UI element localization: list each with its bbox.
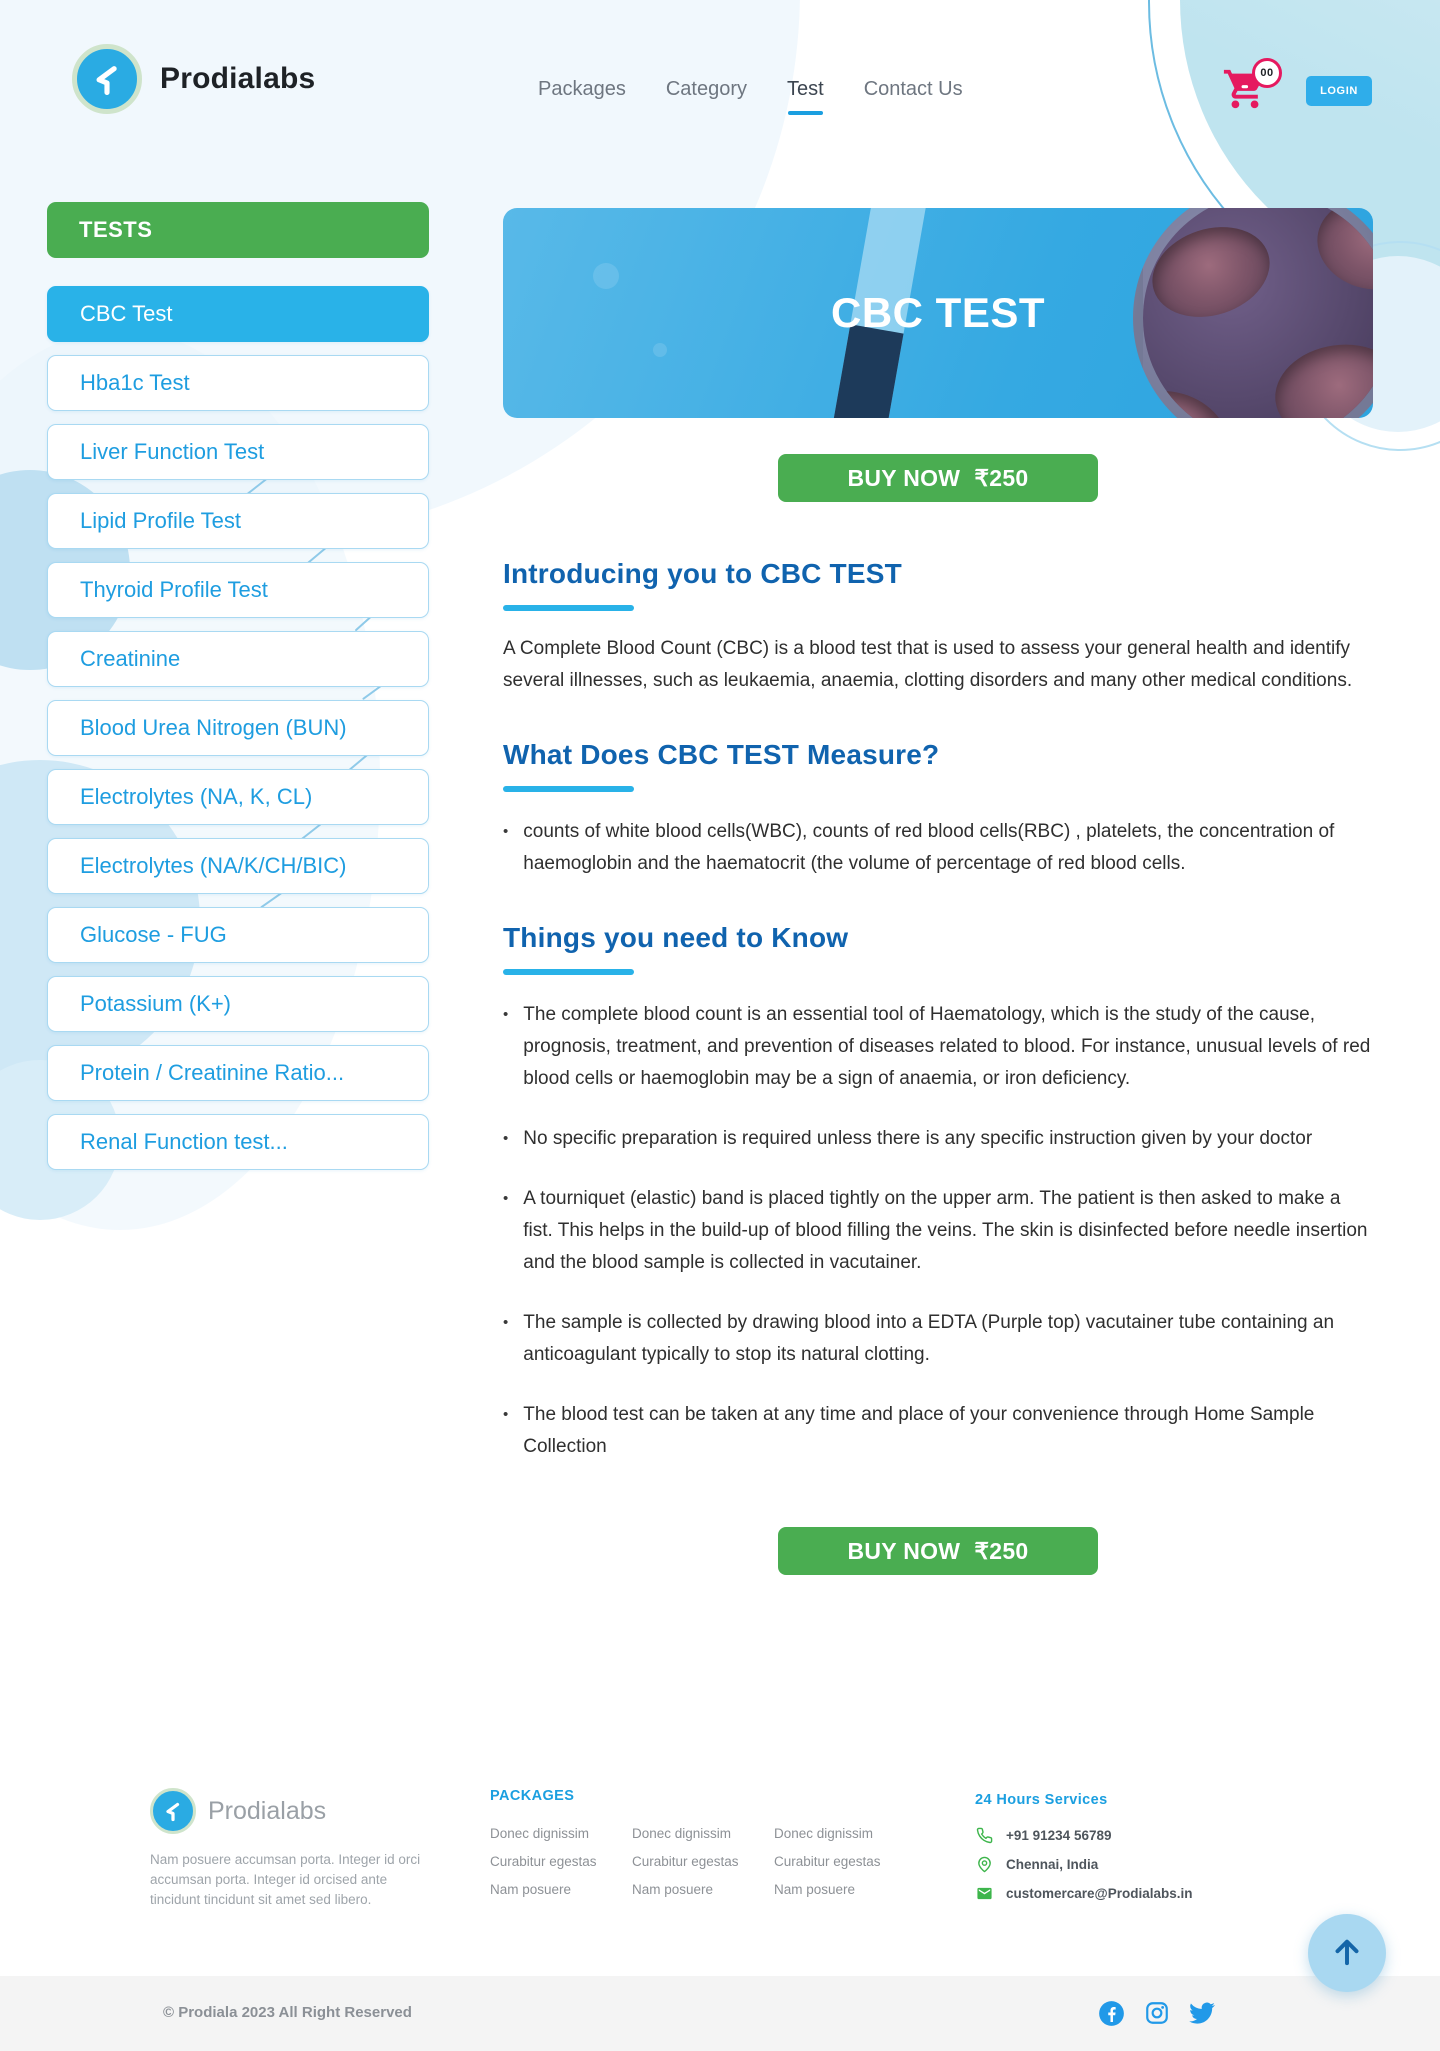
package-column [632,1826,744,1910]
sidebar-item-label: Electrolytes (NA/K/CH/BIC) [80,853,347,878]
bullet-item [503,1123,1373,1155]
footer-about-text: Nam posuere accumsan porta. Integer id orci accumsan porta. Integer id orcised ante tincidunt tincidunt sit amet sed libero. [150,1852,421,1907]
section-heading: Introducing you to CBC TEST [503,558,902,589]
bullet-item [503,816,1373,880]
bullet-item [503,1399,1373,1463]
footer-brand-name: Prodialabs [208,1796,327,1825]
bullet-text: The complete blood count is an essential tool of Haematology, which is the study of the cause, prognosis, treatment, and prevention of diseases related to blood. For instance, unusual levels of red blood cells or haemoglobin may be a sign of anaemia, or iron deficiency. [523,1004,1371,1089]
social-link[interactable] [1143,2002,1170,2029]
bullet-dot-icon [503,1307,508,1371]
instagram-icon [1144,2000,1170,2031]
login-button[interactable]: LOGIN [1306,76,1372,106]
package-link[interactable]: Nam posuere [490,1882,572,1897]
section-heading: Things you need to Know [503,922,849,953]
footer-brand [150,1788,450,1834]
phone-icon [975,1826,993,1844]
sidebar-item[interactable] [47,631,429,687]
social-links [1098,2002,1215,2029]
location-icon [975,1855,993,1873]
bottom-bar [0,1976,1440,2051]
sidebar-item[interactable] [47,355,429,411]
buy-row-bottom [503,1527,1373,1575]
sidebar-item-label: Creatinine [80,646,181,671]
contact-row[interactable] [975,1855,1192,1873]
buy-row-top [503,454,1373,502]
footer-brand-block [150,1788,450,1924]
nav-item-label: Packages [538,78,626,100]
twitter-icon [1188,1999,1216,2032]
buy-now-label: BUY NOW [847,1537,961,1564]
footer-services-block [975,1792,1192,1913]
sidebar-list [47,286,429,1170]
nav-item-label: Test [787,78,824,100]
logo-icon [72,44,142,114]
heading-underline [503,605,634,611]
packages-title: PACKAGES [490,1788,575,1804]
sidebar-item[interactable] [47,562,429,618]
package-link[interactable]: Curabitur egestas [632,1854,739,1869]
blood-cell [1133,377,1239,418]
bullet-item [503,1307,1373,1371]
package-columns [490,1826,886,1910]
main-nav [538,78,963,101]
bullet-dot-icon [503,999,508,1095]
sidebar-item[interactable] [47,838,429,894]
section-bullets [503,999,1373,1463]
sidebar-item-label: CBC Test [80,301,173,326]
package-link[interactable]: Curabitur egestas [774,1854,881,1869]
contact-rows [975,1826,1192,1902]
contact-row[interactable] [975,1826,1192,1844]
site-header [0,0,1440,150]
section-bullets [503,816,1373,880]
sidebar-item-label: Glucose - FUG [80,922,227,947]
sidebar-item-label: Liver Function Test [80,439,265,464]
contact-text: +91 91234 56789 [1006,1827,1112,1843]
facebook-icon [1098,2000,1125,2032]
bullet-text: A tourniquet (elastic) band is placed tightly on the upper arm. The patient is then asked to make a fist. This helps in the build-up of blood filling the veins. The skin is disinfected before needle insertion and the blood sample is collected in vacutainer. [523,1188,1368,1273]
hero-banner [503,208,1373,418]
bullet-text: No specific preparation is required unless there is any specific instruction given by your doctor [523,1128,1313,1149]
content-section [503,558,1373,697]
section-heading: What Does CBC TEST Measure? [503,739,940,770]
tests-sidebar [47,202,429,1170]
sidebar-item[interactable] [47,700,429,756]
sidebar-item-label: Protein / Creatinine Ratio... [80,1060,345,1085]
blood-cell [1269,336,1373,418]
buy-now-price: ₹250 [974,464,1029,491]
bullet-item [503,999,1373,1095]
services-title: 24 Hours Services [975,1792,1108,1808]
sidebar-item-label: Blood Urea Nitrogen (BUN) [80,715,347,740]
contact-text: Chennai, India [1006,1856,1099,1872]
bullet-dot-icon [503,816,508,880]
sidebar-title: TESTS [47,202,429,258]
paragraph: A Complete Blood Count (CBC) is a blood test that is used to assess your general health and identify several illnesses, such as leukaemia, anaemia, clotting disorders and many other medical conditions. [503,638,1353,691]
content-sections [503,558,1373,1463]
contact-text: customercare@Prodialabs.in [1006,1885,1193,1901]
nav-item[interactable] [787,78,824,101]
nav-item[interactable] [666,78,747,101]
sidebar-item[interactable] [47,1114,429,1170]
nav-item[interactable] [538,78,626,101]
package-link[interactable]: Donec dignissim [774,1826,874,1841]
buy-now-price: ₹250 [974,1537,1029,1564]
buy-now-button[interactable] [778,454,1098,502]
nav-item-label: Contact Us [863,78,963,100]
hero-title: CBC TEST [831,289,1045,336]
cart-button[interactable] [1222,66,1286,118]
package-column [774,1826,886,1910]
sidebar-item-label: Electrolytes (NA, K, CL) [80,784,313,809]
sidebar-item[interactable] [47,424,429,480]
sidebar-item[interactable] [47,493,429,549]
blood-cell [1309,208,1373,299]
decor-bubble [653,343,667,357]
footer [0,1780,1440,1976]
section-paragraphs [503,633,1373,697]
scroll-top-button[interactable] [1308,1914,1386,1992]
main-content [503,208,1373,1575]
test-tube-blood [824,325,904,418]
brand-logo[interactable] [72,44,315,114]
buy-now-label: BUY NOW [847,464,961,491]
bullet-item [503,1183,1373,1279]
cart-badge: 00 [1252,58,1282,88]
sidebar-item-label: Potassium (K+) [80,991,231,1016]
sidebar-item-label: Hba1c Test [80,370,190,395]
sidebar-item[interactable] [47,976,429,1032]
decor-bubble [593,263,619,289]
footer-logo-icon [150,1788,196,1834]
buy-now-button[interactable] [778,1527,1098,1575]
cart-icon [1222,99,1268,116]
package-link[interactable]: Nam posuere [632,1882,714,1897]
package-column [490,1826,602,1910]
bullet-text: The sample is collected by drawing blood into a EDTA (Purple top) vacutainer tube containing an anticoagulant typically to stop its natural clotting. [523,1312,1335,1365]
content-section [503,739,1373,880]
contact-row[interactable] [975,1884,1192,1902]
bullet-dot-icon [503,1399,508,1463]
nav-item[interactable] [864,78,963,101]
bullet-dot-icon [503,1183,508,1279]
bullet-dot-icon [503,1123,508,1155]
package-link[interactable]: Nam posuere [774,1882,856,1897]
sidebar-item-label: Lipid Profile Test [80,508,242,533]
footer-packages-block [490,1788,886,1910]
package-link[interactable]: Donec dignissim [490,1826,590,1841]
bullet-text: counts of white blood cells(WBC), counts of red blood cells(RBC) , platelets, the concentration of haemoglobin and the haematocrit (the volume of percentage of red blood cells. [523,821,1335,874]
social-link[interactable] [1188,2002,1215,2029]
sidebar-item[interactable] [47,907,429,963]
heading-underline [503,786,634,792]
brand-name: Prodialabs [160,62,316,95]
heading-underline [503,969,634,975]
social-link[interactable] [1098,2002,1125,2029]
copyright-text: © Prodiala 2023 All Right Reserved [163,2004,412,2021]
sidebar-item[interactable] [47,769,429,825]
sidebar-item-label: Renal Function test... [80,1129,288,1154]
sidebar-item[interactable] [47,286,429,342]
content-section [503,922,1373,1463]
nav-item-label: Category [665,78,747,100]
sidebar-item-label: Thyroid Profile Test [80,577,268,602]
bullet-text: The blood test can be taken at any time and place of your convenience through Home Sample Collection [523,1404,1315,1457]
package-link[interactable]: Curabitur egestas [490,1854,597,1869]
sidebar-item[interactable] [47,1045,429,1101]
arrow-up-icon [1328,1933,1366,1974]
email-icon [975,1884,993,1902]
package-link[interactable]: Donec dignissim [632,1826,732,1841]
